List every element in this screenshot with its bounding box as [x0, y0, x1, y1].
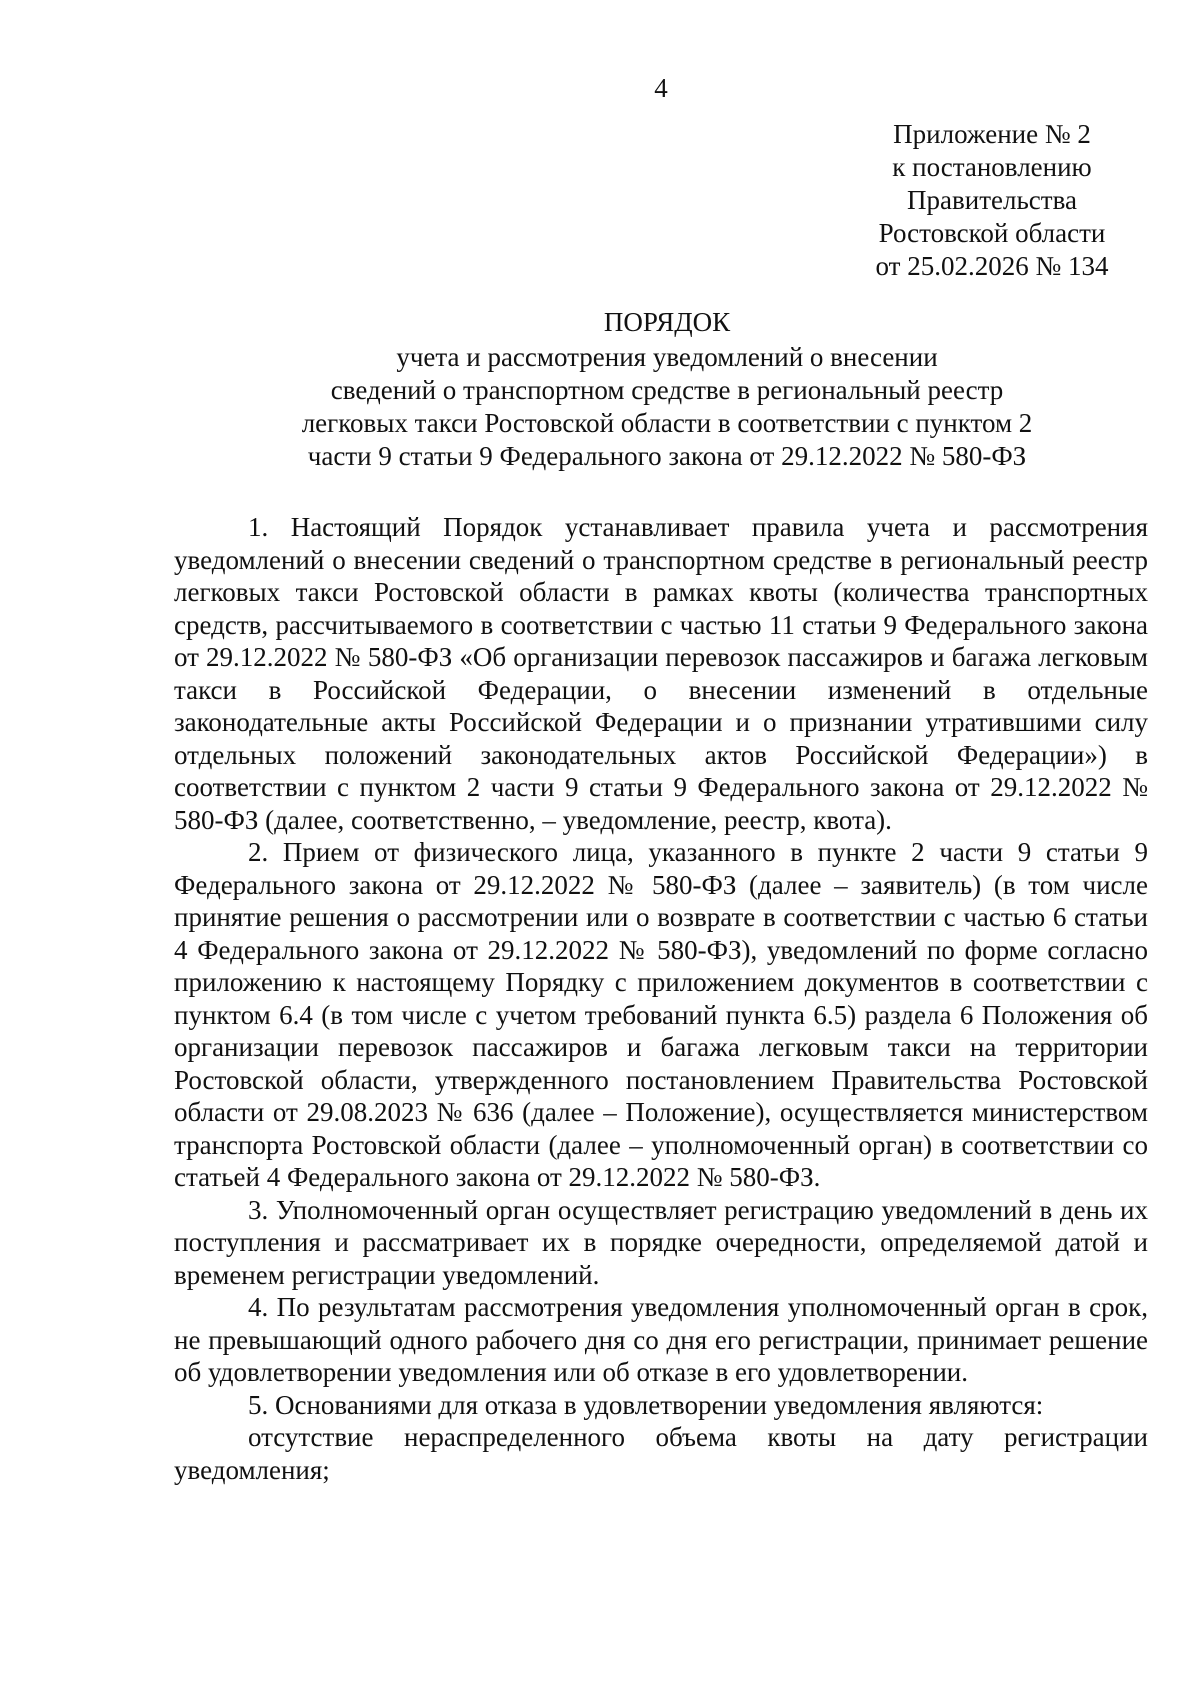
title-subtitle-line: легковых такси Ростовской области в соответствии с пунктом 2	[301, 408, 1033, 438]
annex-line: к постановлению	[892, 152, 1092, 182]
paragraph-3: 3. Уполномоченный орган осуществляет регистрацию уведомлений в день их поступления и рассматривает их в порядке очередности, определяемой датой и временем регистрации уведомлений.	[174, 1194, 1148, 1290]
annex-line: Правительства	[907, 185, 1077, 215]
paragraph-5-item: отсутствие нераспределенного объема квоты на дату регистрации уведомления;	[174, 1422, 1148, 1485]
title-subtitle-line: учета и рассмотрения уведомлений о внесении	[396, 342, 938, 372]
annex-line: от 25.02.2026 № 134	[875, 251, 1109, 281]
page-number: 4	[654, 73, 668, 103]
document-body	[174, 511, 1148, 1486]
document-title	[172, 306, 1162, 473]
paragraph-5: 5. Основаниями для отказа в удовлетворении уведомления являются:	[248, 1389, 1044, 1420]
paragraph-1: 1. Настоящий Порядок устанавливает правила учета и рассмотрения уведомлений о внесении сведений о транспортном средстве в региональный реестр легковых такси Ростовской области в рамках квоты (количества транспортных средств, рассчитываемого в соответствии с частью 11 статьи 9 Федерального закона от 29.12.2022 № 580-ФЗ «Об организации перевозок пассажиров и багажа легковым такси в Российской Федерации, о внесении изменений в отдельные законодательные акты Российской Федерации и о признании утратившими силу отдельных положений законодательных актов Российской Федерации») в соответствии с пунктом 2 части 9 статьи 9 Федерального закона от 29.12.2022 № 580-ФЗ (далее, соответственно, – уведомление, реестр, квота).	[174, 512, 1148, 835]
annex-block	[842, 118, 1142, 283]
title-subtitle-line: сведений о транспортном средстве в региональный реестр	[330, 375, 1004, 405]
title-heading: ПОРЯДОК	[603, 307, 731, 337]
annex-line: Приложение № 2	[893, 119, 1091, 149]
annex-line: Ростовской области	[878, 218, 1106, 248]
paragraph-2: 2. Прием от физического лица, указанного в пункте 2 части 9 статьи 9 Федерального закона от 29.12.2022 № 580-ФЗ (далее – заявитель) (в том числе принятие решения о рассмотрении или о возврате в соответствии с частью 6 статьи 4 Федерального закона от 29.12.2022 № 580-ФЗ), уведомлений по форме согласно приложению к настоящему Порядку с приложением документов в соответствии с пунктом 6.4 (в том числе с учетом требований пункта 6.5) раздела 6 Положения об организации перевозок пассажиров и багажа легковым такси на территории Ростовской области, утвержденного постановлением Правительства Ростовской области от 29.08.2023 № 636 (далее – Положение), осуществляется министерством транспорта Ростовской области (далее – уполномоченный орган) в соответствии со статьей 4 Федерального закона от 29.12.2022 № 580-ФЗ.	[174, 837, 1148, 1192]
title-subtitle-line: части 9 статьи 9 Федерального закона от 29.12.2022 № 580-ФЗ	[307, 441, 1027, 471]
paragraph-4: 4. По результатам рассмотрения уведомления уполномоченный орган в срок, не превышающий одного рабочего дня со дня его регистрации, принимает решение об удовлетворении уведомления или об отказе в его удовлетворении.	[174, 1292, 1148, 1387]
